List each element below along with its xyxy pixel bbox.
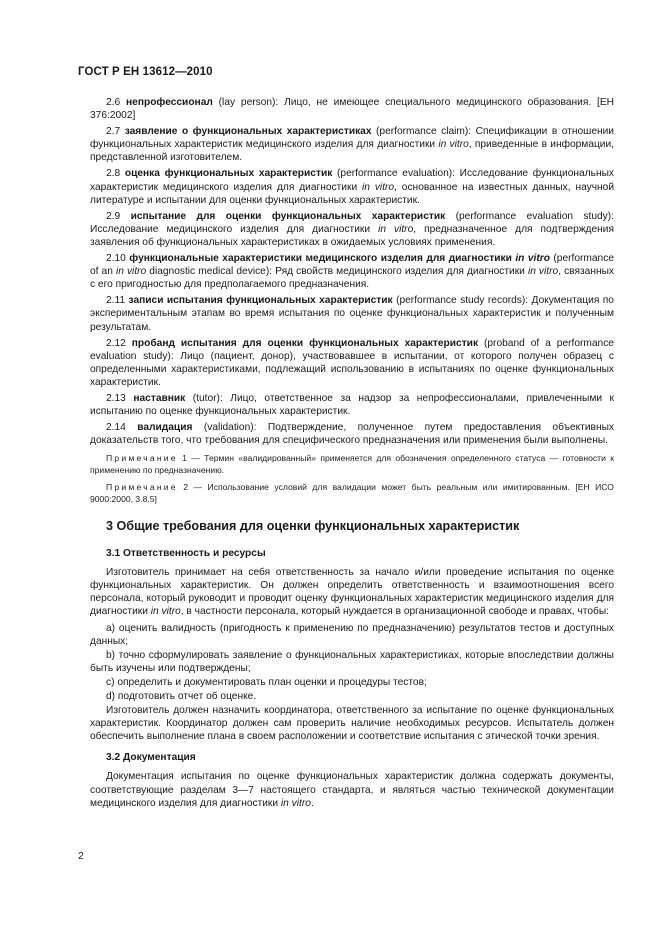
term-2-11 xyxy=(90,294,614,333)
term-2-9 xyxy=(90,210,614,249)
term-definition: (performance claim): Спецификации в отношении функциональных характеристик медицинского изделия для диагностики xyxy=(90,126,614,151)
term-number: 2.13 xyxy=(106,392,126,404)
term-definition-end: , предназначенное для подтверждения заявления об функциональных характеристиках в ожидаемых условиях применения. xyxy=(90,223,614,248)
note-label: Примечание xyxy=(106,482,178,493)
term-name: записи испытания функциональных характеристик xyxy=(128,295,393,307)
list-item-d: d) подготовить отчет об оценке. xyxy=(106,691,257,702)
term-number: 2.6 xyxy=(106,97,121,108)
term-italic-2: in vitro xyxy=(527,266,559,278)
paragraph-italic: in vitro xyxy=(150,606,181,618)
term-2-12 xyxy=(90,337,614,389)
paragraph-text-end: , в частности персонала, который нуждается в организационной свободе и правах, чтобы: xyxy=(180,606,609,618)
paragraph-text-end: . xyxy=(310,797,314,809)
term-name: наставник xyxy=(133,392,186,404)
term-name: заявление о функциональных характеристиках xyxy=(124,126,372,138)
term-number: 2.12 xyxy=(106,337,126,349)
term-number: 2.10 xyxy=(106,253,126,265)
paragraph-text: Документация испытания по оценке функциональных характеристик должна содержать документы, соответствующие разделам 3—7 настоящего стандарта, и являться частью технической документации медицинского изделия для диагностики xyxy=(90,771,614,809)
term-definition: (tutor): Лицо, ответственное за надзор за непрофессионалами, привлеченными к испытанию по оценке функциональных характеристик. xyxy=(90,392,614,418)
term-italic: in vitro xyxy=(378,223,414,235)
section-3-1-title: 3.1 Ответственность и ресурсы xyxy=(106,548,266,560)
term-name: непрофессионал xyxy=(126,97,213,108)
list-item-b: b) точно сформулировать заявление о функциональных характеристиках, которые впоследствии должны быть изучены или подтверждены; xyxy=(90,649,614,674)
term-name: функциональные характеристики медицинского изделия для диагностики xyxy=(129,253,516,265)
term-name: пробанд испытания для оценки функциональных характеристик xyxy=(131,337,479,349)
term-name: испытание для оценки функциональных характеристик xyxy=(130,210,446,222)
term-definition: (performance study records): Документация по экспериментальным этапам во время испытания по оценке функциональных характеристик и полученным результатам. xyxy=(90,295,614,333)
term-definition-end: , связанных с его пригодностью для предполагаемого предназначения. xyxy=(90,266,614,291)
term-number: 2.14 xyxy=(106,422,126,434)
paragraph-italic: in vitro xyxy=(280,797,311,809)
term-definition: (proband of a performance evaluation study): Лицо (пациент, донор), участвовавшее в испытании, от которого получен образец с определенными характеристиками, подлежащий использованию в испытаниях по оценке функциональных характеристик. xyxy=(90,337,614,388)
term-definition-mid: diagnostic medical device): Ряд свойств медицинского изделия для диагностики xyxy=(146,266,528,278)
term-definition: (performance evaluation study): Исследование медицинского изделия для диагностики xyxy=(90,210,614,235)
section-3-1-paragraph-2: Изготовитель должен назначить координатора, ответственного за испытание по оценке функциональных характеристик. Координатор должен сам проверить наличие необходимых ресурсов. Испытатель должен обеспечить выполнение плана в своем расположении и соответствие испытания с этической точки зрения. xyxy=(90,705,614,743)
term-name: оценка функциональных характеристик xyxy=(124,168,333,180)
term-definition: (lay person): Лицо, не имеющее специального медицинского образования. [ЕН 376:2002] xyxy=(90,97,614,122)
note-text: 1 — Термин «валидированный» применяется для обозначения определенного статуса — готовности к применению по предназначению. xyxy=(90,453,614,475)
term-italic: in vitro xyxy=(362,181,395,193)
section-3-2-paragraph-1 xyxy=(90,770,614,809)
term-definition: (performance of an xyxy=(90,253,614,278)
term-name-italic: in vitro xyxy=(515,253,550,265)
term-italic: in vitro xyxy=(438,139,469,151)
note-text: 2 — Использование условий для валидации может быть реальным или имитированным. [ЕН ИСО 9000:2000, 3.8.5] xyxy=(90,482,614,504)
term-name: валидация xyxy=(137,422,193,434)
term-number: 2.8 xyxy=(106,168,121,180)
section-3-1-paragraph-1 xyxy=(90,566,614,618)
term-definition-end: , основанное на известных данных, научной литературе и испытании для оценки функциональных характеристик. xyxy=(90,181,615,206)
term-2-8 xyxy=(90,167,614,206)
section-3-2-title: 3.2 Документация xyxy=(106,752,196,764)
term-number: 2.9 xyxy=(106,210,121,222)
term-2-7 xyxy=(90,125,614,164)
list-item-c: c) определить и документировать план оценки и процедуры тестов; xyxy=(106,676,427,688)
term-definition-end: , приведенные в информации, представленной изготовителем. xyxy=(90,139,615,164)
term-definition: (validation): Подтверждение, полученное путем предоставления объективных доказательств того, что требования для специфического предназначения или применения были выполнены. xyxy=(90,422,614,447)
term-2-10 xyxy=(90,252,614,291)
page-number: 2 xyxy=(78,850,84,862)
list-item-a: a) оценить валидность (пригодность к применению по предназначению) результатов тестов и доступных данных; xyxy=(90,622,614,647)
term-italic: in vitro xyxy=(115,266,147,278)
paragraph-text: Изготовитель принимает на себя ответственность за начало и/или проведение испытания по оценке функциональных характеристик. Он должен определить ответственность и взаимоотношения всего персонала, который руководит и проводит оценку функциональных характеристик медицинского изделия для диагностики xyxy=(90,567,614,618)
term-number: 2.11 xyxy=(106,295,126,307)
term-2-13 xyxy=(90,392,614,418)
document-body xyxy=(90,96,614,813)
term-2-6 xyxy=(90,96,614,122)
term-number: 2.7 xyxy=(106,126,121,138)
document-header: ГОСТ Р ЕН 13612—2010 xyxy=(78,66,213,78)
note-label: Примечание xyxy=(106,453,178,464)
term-definition: (performance evaluation): Исследование функциональных характеристик медицинского изделия для диагностики xyxy=(90,168,615,193)
term-2-14 xyxy=(90,421,614,447)
note-1 xyxy=(90,453,614,476)
section-3-title: 3 Общие требования для оценки функциональных характеристик xyxy=(106,518,520,533)
note-2 xyxy=(90,482,614,505)
